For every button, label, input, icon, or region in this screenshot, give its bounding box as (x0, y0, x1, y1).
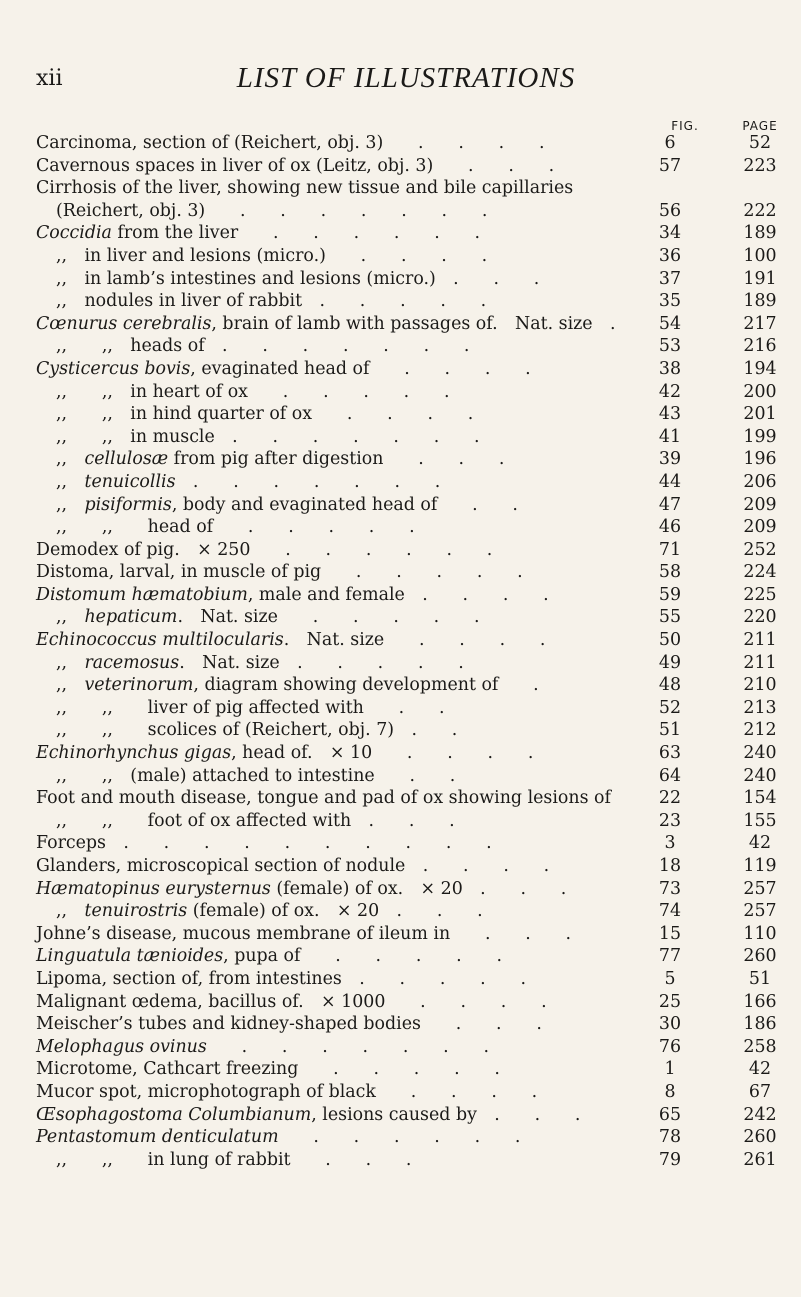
list-item (0, 674, 801, 697)
list-item (0, 448, 801, 471)
entry-page-number: 260 (743, 946, 777, 967)
entry-page-number: 240 (743, 743, 777, 764)
list-item (0, 742, 801, 765)
list-item (0, 471, 801, 494)
entry-page-number: 196 (743, 449, 777, 470)
entry-page-number: 217 (743, 313, 777, 334)
entry-text: ,, ,, in hind quarter of ox . . . . (56, 404, 474, 425)
entry-page-number: 258 (743, 1036, 777, 1057)
entry-fig-number: 52 (658, 697, 682, 718)
entry-fig-number: 73 (658, 878, 682, 899)
entry-fig-number: 63 (658, 743, 682, 764)
list-item (0, 991, 801, 1014)
entry-fig-number: 57 (658, 155, 682, 176)
entry-page-number: 223 (743, 155, 777, 176)
entry-text: ,, nodules in liver of rabbit . . . . . (56, 291, 487, 312)
entry-page-number: 186 (743, 1014, 777, 1035)
entry-fig-number: 8 (664, 1081, 676, 1102)
entry-page-number: 199 (743, 426, 777, 447)
entry-text: ,, racemosus. Nat. size . . . . . (56, 652, 464, 673)
entry-text: ,, tenuicollis . . . . . . . (56, 471, 441, 492)
entry-page-number: 213 (743, 697, 777, 718)
entry-fig-number: 78 (658, 1127, 682, 1148)
entry-text: ,, veterinorum, diagram showing development of . (56, 675, 539, 696)
entry-text: ,, ,, liver of pig affected with . . (56, 697, 445, 718)
entry-text: Melophagus ovinus . . . . . . . (36, 1036, 489, 1057)
entry-page-number: 211 (743, 630, 777, 651)
list-item (0, 313, 801, 336)
entry-text: ,, ,, (male) attached to intestine . . (56, 765, 456, 786)
entry-text: Glanders, microscopical section of nodule . . . . (36, 856, 550, 876)
list-item (0, 177, 801, 200)
entry-page-number: 67 (748, 1081, 772, 1102)
entry-fig-number: 77 (658, 946, 682, 967)
entry-fig-number: 54 (658, 313, 682, 334)
entry-fig-number: 39 (658, 449, 682, 470)
entry-page-number: 222 (743, 200, 777, 221)
entry-fig-number: 25 (658, 991, 682, 1012)
entry-text: Carcinoma, section of (Reichert, obj. 3) . . . . (36, 133, 545, 153)
page-header (36, 62, 776, 102)
entry-text: Hæmatopinus eurysternus (female) of ox. × 20 . . . (36, 878, 567, 899)
entry-page-number: 209 (743, 494, 777, 515)
entry-text: Microtome, Cathcart freezing . . . . . (36, 1059, 500, 1080)
entry-text: ,, cellulosæ from pig after digestion . . . (56, 449, 505, 470)
list-item (0, 787, 801, 810)
list-item (0, 132, 801, 155)
list-item (0, 652, 801, 675)
entry-fig-number: 30 (658, 1014, 682, 1035)
entry-fig-number: 51 (658, 720, 682, 741)
entry-fig-number: 41 (658, 426, 682, 447)
list-item (0, 516, 801, 539)
running-title: LIST OF ILLUSTRATIONS (236, 62, 576, 94)
list-item (0, 1126, 801, 1149)
list-item (0, 268, 801, 291)
entry-page-number: 201 (743, 404, 777, 425)
entry-fig-number: 64 (658, 765, 682, 786)
entry-text: ,, ,, in muscle . . . . . . . (56, 426, 480, 447)
list-item (0, 290, 801, 313)
entry-fig-number: 34 (658, 223, 682, 244)
entry-page-number: 212 (743, 720, 777, 741)
entry-page-number: 119 (743, 856, 777, 876)
list-item (0, 1013, 801, 1036)
entry-page-number: 252 (743, 539, 777, 560)
entry-page-number: 210 (743, 675, 777, 696)
entry-page-number: 42 (748, 833, 772, 854)
list-item (0, 358, 801, 381)
page-column-header: PAGE (742, 119, 778, 133)
entry-text: Cavernous spaces in liver of ox (Leitz, obj. 3) . . . (36, 155, 555, 176)
entry-text: Distomum hæmatobium, male and female . . . . (36, 584, 549, 605)
entry-text: ,, ,, head of . . . . . (56, 517, 415, 538)
list-item (0, 1081, 801, 1104)
entry-text: ,, in lamb’s intestines and lesions (micro.) . . . (56, 268, 540, 289)
fig-column-header: FIG. (671, 119, 699, 133)
entry-page-number: 42 (748, 1059, 772, 1080)
list-item (0, 832, 801, 855)
entry-text: Echinorhynchus gigas, head of. × 10 . . . . (36, 743, 534, 764)
entry-fig-number: 79 (658, 1149, 682, 1170)
entry-text: (Reichert, obj. 3) . . . . . . . (56, 200, 488, 221)
list-item (0, 629, 801, 652)
entry-text: Echinococcus multilocularis. Nat. size . . . . (36, 630, 546, 651)
entry-page-number: 155 (743, 810, 777, 831)
entry-fig-number: 74 (658, 901, 682, 922)
entry-text: ,, ,, in heart of ox . . . . . (56, 381, 450, 402)
list-item (0, 1149, 801, 1172)
entry-text: ,, ,, scolices of (Reichert, obj. 7) . . (56, 720, 458, 741)
list-item (0, 403, 801, 426)
entry-fig-number: 76 (658, 1036, 682, 1057)
entry-page-number: 257 (743, 901, 777, 922)
entry-text: ,, ,, foot of ox affected with . . . (56, 810, 455, 831)
entry-text: ,, pisiformis, body and evaginated head of . . (56, 494, 518, 515)
entry-text: Cirrhosis of the liver, showing new tissue and bile capillaries (36, 178, 574, 199)
entry-fig-number: 3 (664, 833, 676, 854)
entry-fig-number: 23 (658, 810, 682, 831)
entry-page-number: 191 (743, 268, 777, 289)
entry-fig-number: 37 (658, 268, 682, 289)
list-item (0, 945, 801, 968)
list-item (0, 878, 801, 901)
entry-text: ,, hepaticum. Nat. size . . . . . (56, 607, 480, 628)
entry-page-number: 216 (743, 336, 777, 357)
entry-page-number: 242 (743, 1104, 777, 1125)
entry-page-number: 206 (743, 471, 777, 492)
entry-fig-number: 48 (658, 675, 682, 696)
entry-page-number: 51 (748, 968, 772, 989)
entry-page-number: 240 (743, 765, 777, 786)
list-item (0, 245, 801, 268)
page-number: xii (36, 66, 63, 91)
entry-text: Forceps . . . . . . . . . . (36, 833, 492, 854)
entry-text: Œsophagostoma Columbianum, lesions caused by . . . (36, 1104, 581, 1125)
entry-page-number: 220 (743, 607, 777, 628)
entry-page-number: 260 (743, 1127, 777, 1148)
entry-text: Mucor spot, microphotograph of black . . . . (36, 1081, 538, 1102)
entry-fig-number: 55 (658, 607, 682, 628)
entry-page-number: 100 (743, 245, 777, 266)
list-item (0, 1036, 801, 1059)
list-item (0, 900, 801, 923)
entry-fig-number: 42 (658, 381, 682, 402)
list-item (0, 561, 801, 584)
entry-page-number: 110 (743, 923, 777, 944)
entry-fig-number: 15 (658, 923, 682, 944)
entry-text: Cœnurus cerebralis, brain of lamb with passages of. Nat. size . (36, 313, 616, 334)
entry-page-number: 225 (743, 584, 777, 605)
list-item (0, 855, 801, 878)
entry-fig-number: 44 (658, 471, 682, 492)
list-item (0, 606, 801, 629)
entry-fig-number: 46 (658, 517, 682, 538)
list-item (0, 494, 801, 517)
entry-fig-number: 18 (658, 856, 682, 876)
entry-page-number: 189 (743, 291, 777, 312)
entry-text: Demodex of pig. × 250 . . . . . . (36, 539, 493, 560)
list-item (0, 335, 801, 358)
entry-fig-number: 58 (658, 562, 682, 583)
list-item (0, 200, 801, 223)
list-item (0, 584, 801, 607)
entry-page-number: 166 (743, 991, 777, 1012)
list-item (0, 426, 801, 449)
entry-text: Pentastomum denticulatum . . . . . . (36, 1127, 521, 1148)
list-item (0, 539, 801, 562)
list-item (0, 923, 801, 946)
entry-fig-number: 50 (658, 630, 682, 651)
list-item (0, 968, 801, 991)
entry-page-number: 194 (743, 358, 777, 379)
illustration-list (0, 132, 801, 1171)
entry-fig-number: 35 (658, 291, 682, 312)
entry-fig-number: 22 (658, 788, 682, 809)
entry-fig-number: 49 (658, 652, 682, 673)
entry-page-number: 257 (743, 878, 777, 899)
entry-page-number: 154 (743, 788, 777, 809)
entry-text: Foot and mouth disease, tongue and pad of ox showing lesions of (36, 788, 611, 809)
entry-fig-number: 6 (664, 133, 676, 153)
entry-fig-number: 38 (658, 358, 682, 379)
entry-page-number: 211 (743, 652, 777, 673)
entry-text: Johne’s disease, mucous membrane of ileum in . . . (36, 923, 572, 944)
entry-text: Coccidia from the liver . . . . . . (36, 223, 481, 244)
entry-fig-number: 1 (664, 1059, 676, 1080)
entry-text: Lipoma, section of, from intestines . . . . . (36, 968, 527, 989)
entry-page-number: 189 (743, 223, 777, 244)
entry-fig-number: 71 (658, 539, 682, 560)
entry-fig-number: 65 (658, 1104, 682, 1125)
list-item (0, 1058, 801, 1081)
list-item (0, 765, 801, 788)
entry-fig-number: 36 (658, 245, 682, 266)
list-item (0, 810, 801, 833)
entry-fig-number: 56 (658, 200, 682, 221)
list-item (0, 1104, 801, 1127)
entry-text: ,, ,, in lung of rabbit . . . (56, 1149, 412, 1170)
entry-page-number: 209 (743, 517, 777, 538)
entry-text: ,, in liver and lesions (micro.) . . . . (56, 245, 488, 266)
entry-text: Meischer’s tubes and kidney-shaped bodies . . . (36, 1014, 542, 1035)
entry-fig-number: 53 (658, 336, 682, 357)
list-item (0, 381, 801, 404)
entry-fig-number: 59 (658, 584, 682, 605)
entry-page-number: 224 (743, 562, 777, 583)
entry-text: Cysticercus bovis, evaginated head of . . . . (36, 358, 531, 379)
entry-text: Linguatula tænioides, pupa of . . . . . (36, 946, 503, 967)
list-item (0, 222, 801, 245)
list-item (0, 719, 801, 742)
list-item (0, 155, 801, 178)
entry-text: Malignant œdema, bacillus of. × 1000 . . . . (36, 991, 547, 1012)
entry-page-number: 261 (743, 1149, 777, 1170)
entry-fig-number: 47 (658, 494, 682, 515)
entry-fig-number: 5 (664, 968, 676, 989)
entry-text: Distoma, larval, in muscle of pig . . . . . (36, 562, 523, 583)
list-item (0, 697, 801, 720)
entry-text: ,, ,, heads of . . . . . . . (56, 336, 470, 357)
entry-page-number: 52 (748, 133, 772, 153)
entry-page-number: 200 (743, 381, 777, 402)
entry-text: ,, tenuirostris (female) of ox. × 20 . . . (56, 901, 483, 922)
entry-fig-number: 43 (658, 404, 682, 425)
